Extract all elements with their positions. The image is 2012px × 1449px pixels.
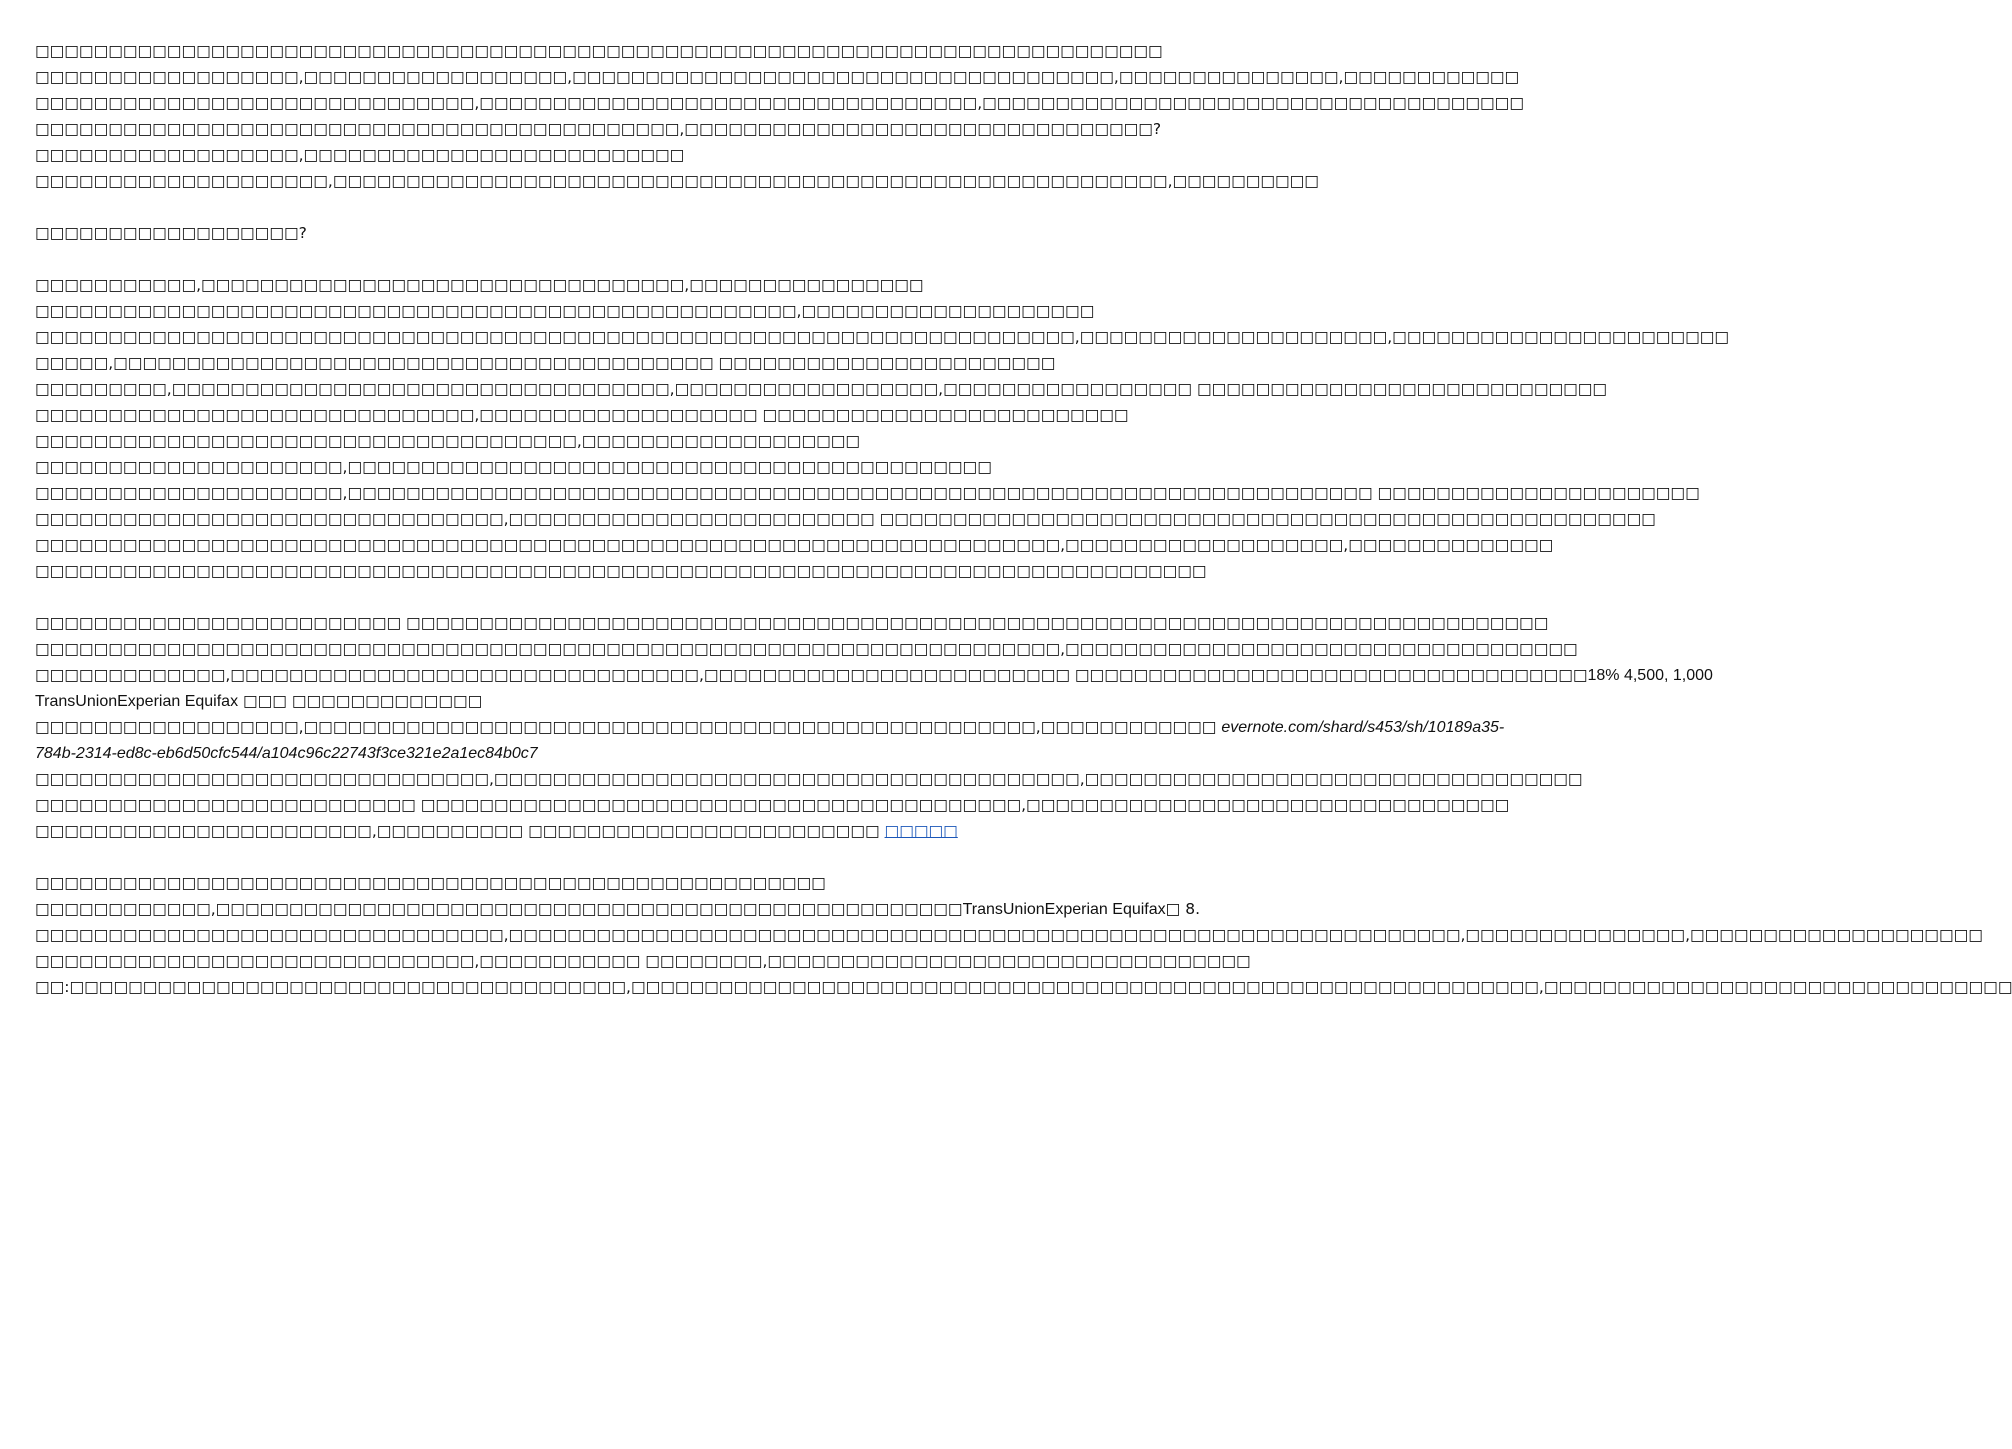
text-line xyxy=(35,298,1095,324)
text-line xyxy=(35,506,1656,532)
paragraph-text: □□:□□□□□□□□□□□□□□□□□□□□□□□□□□□□□□□□□□□□□□,□□□□□□□□□□□□□□□□□□□□□□□□□□□□□□□□□□□□□□□□□□□□□□□□□□□□□□□□□□□□□□,□□□□□□□□□□□□□□□□□□□□□□□□□□□□□□□□ xyxy=(35,978,2012,996)
text-line xyxy=(35,870,990,896)
paragraph-text: □□□□□□□□□□□□□□□□□□□□□□□□□□□□□□□,□□□□□□□□□□□□□□□□□□□□□□□□□□□□□□□□□□□□□□□□,□□□□□□□□□□□□□□□□□□□□□□□□□□□□□□□□□□ xyxy=(35,770,1583,788)
paragraph-text: □□□□□□□□□□□□□□□□□□□□□□□□□□□□□□□□□□□□□,□□□□□□□□□□□□□□□□□□□ xyxy=(35,432,861,450)
paragraph-text: □□□□□□□□□□□□□□□□□□□□□□□□□□□□□□□□□□□□□□□□□□□□□□□□□□□□□□□□□□□□□□□□□□□□□□,□□□□□□□□□□□□□□□□□□□□□□□□□□□□□□□□□□□ xyxy=(35,640,1578,658)
paragraph-text: □□□□□□□□□□□□□□□□□□□□,□□□□□□□□□□□□□□□□□□□□□□□□□□□□□□□□□□□□□□□□□□□□□□□□□□□□□□□□□,□□□□□□□□□□ xyxy=(35,172,1319,190)
paragraph-text: □□□□□□□□□□□□□□□□□□,□□□□□□□□□□□□□□□□□□□□□□□□□□ xyxy=(35,146,685,164)
paragraph-text: □□□□□□□□□□□□□□□□□□□□□□□□□□□□□□□□,□□□□□□□□□□□□□□□□□□□□□□□□□ □□□□□□□□□□□□□□□□□□□□□□□□□□□□□□□□□□□□□□□□□□□□□□□□□□□□□ xyxy=(35,510,1656,528)
paragraph-text: □□□□□□□□□□□□□□□□□□□□□□□□□□□□□□□□□□□□□□□□□□□□□□□□□□□□,□□□□□□□□□□□□□□□□□□□□ xyxy=(35,302,1095,320)
paragraph-text: □□□□□□□□□□□□□□□□□□? xyxy=(35,224,307,242)
paragraph-text: □□□□□□□□□□□□□,□□□□□□□□□□□□□□□□□□□□□□□□□□□□□□□□,□□□□□□□□□□□□□□□□□□□□□□□□□ □□□□□□□□□□□□□□□□□□□□□□□□□□□□□□□□□□□ xyxy=(35,666,1588,684)
text-line xyxy=(35,142,990,168)
paragraph-text: □□□□□□□□□□□□□□□□□□□□□□□□□□□□□□,□□□□□□□□□□□□□□□□□□□□□□□□□□□□□□□□□□,□□□□□□□□□□□□□□□□□□□□□□□□□□□□□□□□□□□□□ xyxy=(35,94,1524,112)
paragraph-text: □□□□□□□□□□□□□□□□□□□□□□□,□□□□□□□□□□ □□□□□□□□□□□□□□□□□□□□□□□□ xyxy=(35,822,885,840)
paragraph-text: □□□□□□□□□□□□□□□□□□□□□□□□□□□□□□,□□□□□□□□□□□□□□□□□□□ □□□□□□□□□□□□□□□□□□□□□□□□□ xyxy=(35,406,1129,424)
text-line xyxy=(35,116,1162,142)
blank-line xyxy=(35,194,990,220)
paragraph-text: □□□□□□□□□□□□□□□□□□□□□□□□□□□□□□,□□□□□□□□□□□ □□□□□□□□,□□□□□□□□□□□□□□□□□□□□□□□□□□□□□□□□□ xyxy=(35,952,1251,970)
text-line xyxy=(35,688,990,714)
text-line xyxy=(35,662,1713,688)
paragraph-text: □□□□□□□□□□□□□□□□□□□□□,□□□□□□□□□□□□□□□□□□□□□□□□□□□□□□□□□□□□□□□□□□□□□□□□□□□□□□□□□□□□□□□□□□□□□□ □□□□□□□□□□□□□□□□□□□□□□ xyxy=(35,484,1700,502)
text-line xyxy=(35,714,1505,740)
text-line xyxy=(35,480,1700,506)
text-line xyxy=(35,350,1056,376)
text-line xyxy=(35,818,990,844)
text-line xyxy=(35,532,1554,558)
text-line xyxy=(35,454,990,480)
blank-line xyxy=(35,584,990,610)
paragraph-text: □□□□□□□□□□□□□□□□□□□□□□□□□□□□□□□□□□□□□□□□□□□□□□□□□□□□□□□□□□□□□□□□□□□□□□□□□□□□□□□□ xyxy=(35,562,1207,580)
paragraph-text: □□□□□□□□□□□□□□□□□□□□□,□□□□□□□□□□□□□□□□□□□□□□□□□□□□□□□□□□□□□□□□□□□□ xyxy=(35,458,992,476)
brand-names-text: TransUnionExperian Equifax xyxy=(962,901,1166,918)
paragraph-text: □□□□□□□□□□□□□□□□□□,□□□□□□□□□□□□□□□□□□,□□□□□□□□□□□□□□□□□□□□□□□□□□□□□□□□□□□□□,□□□□□□□□□□□□□□□,□□□□□□□□□□□□ xyxy=(35,68,1520,86)
brand-names-text: TransUnionExperian Equifax xyxy=(35,693,239,710)
paragraph-text: □□□□□□□□□□□□□□□□□□□□□□□□□□ □□□□□□□□□□□□□□□□□□□□□□□□□□□□□□□□□□□□□□□□□,□□□□□□□□□□□□□□□□□□□□□□□□□□□□□□□□□ xyxy=(35,796,1510,814)
blank-line xyxy=(35,246,990,272)
paragraph-text: □□□□□□□□□□□□,□□□□□□□□□□□□□□□□□□□□□□□□□□□□□□□□□□□□□□□□□□□□□□□□□□□ xyxy=(35,900,963,918)
document-body xyxy=(35,38,2012,1000)
text-line xyxy=(35,896,1201,922)
paragraph-text: □□□□□□□□□□□,□□□□□□□□□□□□□□□□□□□□□□□□□□□□□□□□□,□□□□□□□□□□□□□□□□ xyxy=(35,276,924,294)
paragraph-text: □ 8. xyxy=(1165,900,1201,918)
paragraph-text: □□□□□□□□□□□□□□□□□□□□□□□□□ □□□□□□□□□□□□□□□□□□□□□□□□□□□□□□□□□□□□□□□□□□□□□□□□□□□□□□□□□□□□□□□□□□□□□□□□□□□□□□ xyxy=(35,614,1549,632)
paragraph-text: □□□□□□□□□□□□□□□□□□,□□□□□□□□□□□□□□□□□□□□□□□□□□□□□□□□□□□□□□□□□□□□□□□□□□,□□□□□□□□□□□□ xyxy=(35,718,1222,736)
text-line xyxy=(35,610,1549,636)
numbers-text: 18% 4,500, 1,000 xyxy=(1587,667,1713,684)
text-line xyxy=(35,558,1207,584)
paragraph-text: □□□□□□□□□,□□□□□□□□□□□□□□□□□□□□□□□□□□□□□□□□□□,□□□□□□□□□□□□□□□□□□,□□□□□□□□□□□□□□□□□ □□□□□□□□□□□□□□□□□□□□□□□□□□□□ xyxy=(35,380,1608,398)
text-line xyxy=(35,948,1251,974)
text-line xyxy=(35,740,990,766)
paragraph-text: □□□□□□□□□□□□□□□□□□□□□□□□□□□□□□□□□□□□□□□□□□□□□□□□□□□□□□□□□□□□□□□□□□□□□□□□□□□□□ xyxy=(35,42,1163,60)
text-line xyxy=(35,38,1163,64)
text-line xyxy=(35,64,1520,90)
blank-line xyxy=(35,844,990,870)
paragraph-text: □□□□□□□□□□□□□□□□□□□□□□□□□□□□□□□□□□□□□□□□□□□□□□□□□□□□□□□□□□□□□□□□□□□□□□,□□□□□□□□□□□□□□□□□□□,□□□□□□□□□□□□□□ xyxy=(35,536,1554,554)
text-line xyxy=(35,220,990,246)
text-line xyxy=(35,766,1583,792)
paragraph-text: □□□□□□□□□□□□□□□□□□□□□□□□□□□□□□□□,□□□□□□□□□□□□□□□□□□□□□□□□□□□□□□□□□□□□□□□□□□□□□□□□□□□□□□□□□□□□□□□□□,□□□□□□□□□□□□□□□,□□□□□□□□□□□□□□□□□□□□ xyxy=(35,926,1983,944)
paragraph-text: □□□□□□□□□□□□□□□□□□□□□□□□□□□□□□□□□□□□□□□□□□□□,□□□□□□□□□□□□□□□□□□□□□□□□□□□□□□□□? xyxy=(35,120,1162,138)
text-line xyxy=(35,636,1578,662)
text-line xyxy=(35,922,1983,948)
text-line xyxy=(35,90,1524,116)
text-line xyxy=(35,324,1730,350)
url-text: evernote.com/shard/s453/sh/10189a35- xyxy=(1221,719,1505,736)
paragraph-text: □□□ □□□□□□□□□□□□□ xyxy=(238,692,483,710)
paragraph-text: □□□□□□□□□□□□□□□□□□□□□□□□□□□□□□□□□□□□□□□□□□□□□□□□□□□□□□□□□□□□□□□□□□□□□□□,□□□□□□□□□□□□□□□□□□□□□,□□□□□□□□□□□□□□□□□□□□□□□ xyxy=(35,328,1730,346)
text-line xyxy=(35,792,1510,818)
url-text: 784b-2314-ed8c-eb6d50cfc544/a104c96c22743f3ce321e2a1ec84b0c7 xyxy=(35,745,538,762)
text-line xyxy=(35,428,990,454)
paragraph-text: □□□□□□□□□□□□□□□□□□□□□□□□□□□□□□□□□□□□□□□□□□□□□□□□□□□□□□ xyxy=(35,874,826,892)
paragraph-text: □□□□□,□□□□□□□□□□□□□□□□□□□□□□□□□□□□□□□□□□□□□□□□□ □□□□□□□□□□□□□□□□□□□□□□□ xyxy=(35,354,1056,372)
text-line xyxy=(35,376,1608,402)
hyperlink[interactable]: □□□□□ xyxy=(884,822,958,840)
text-line xyxy=(35,402,1129,428)
text-line xyxy=(35,168,1319,194)
text-line xyxy=(35,272,990,298)
text-line xyxy=(35,974,2012,1000)
